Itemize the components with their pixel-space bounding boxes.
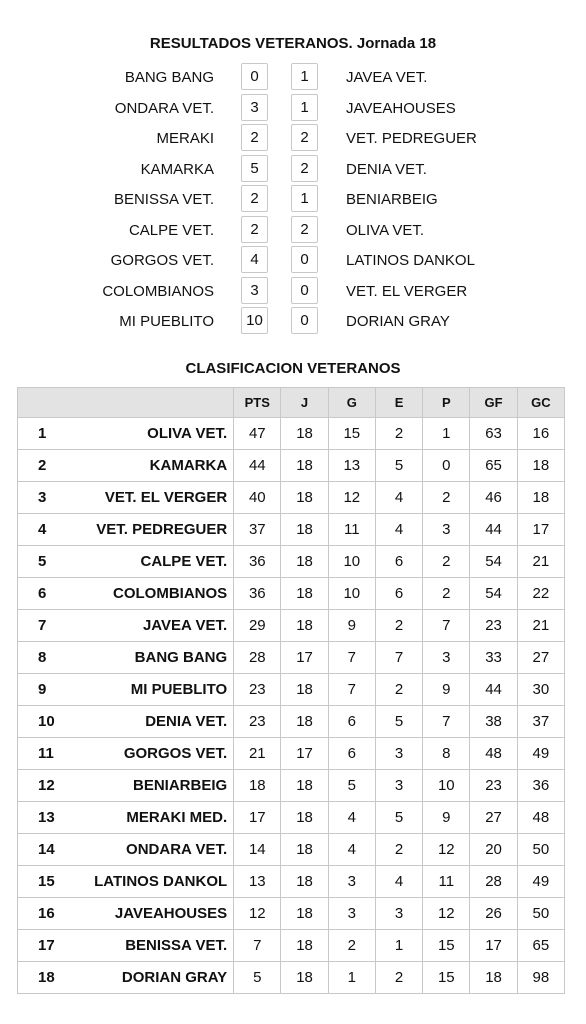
team-name: BANG BANG (68, 642, 234, 674)
stat-e: 4 (375, 514, 422, 546)
stat-g: 3 (328, 866, 375, 898)
stat-g: 12 (328, 482, 375, 514)
stat-pts: 40 (234, 482, 281, 514)
stat-gc: 16 (517, 418, 564, 450)
result-row (0, 124, 586, 154)
team-name: MI PUEBLITO (68, 674, 234, 706)
stat-gc: 21 (517, 546, 564, 578)
stat-gc: 22 (517, 578, 564, 610)
position: 15 (18, 866, 68, 898)
stat-g: 6 (328, 738, 375, 770)
stat-e: 4 (375, 482, 422, 514)
away-team: LATINOS DANKOL (346, 252, 475, 269)
stat-p: 7 (423, 706, 470, 738)
team-name: VET. EL VERGER (68, 482, 234, 514)
stat-e: 3 (375, 898, 422, 930)
header-blank (18, 388, 68, 418)
stat-e: 3 (375, 770, 422, 802)
standings-row (18, 642, 565, 674)
result-row (0, 216, 586, 246)
home-team: MI PUEBLITO (119, 313, 214, 330)
stat-p: 8 (423, 738, 470, 770)
stat-j: 18 (281, 514, 328, 546)
result-row (0, 155, 586, 185)
stat-j: 18 (281, 418, 328, 450)
home-team: BANG BANG (124, 69, 214, 86)
home-team: CALPE VET. (128, 221, 214, 239)
home-team: MERAKI (156, 130, 214, 147)
team-name: ONDARA VET. (68, 834, 234, 866)
away-team: BENIARBEIG (346, 191, 438, 208)
standings-row (18, 450, 565, 482)
result-row (0, 185, 586, 215)
home-team: COLOMBIANOS (102, 282, 214, 300)
stat-e: 5 (375, 706, 422, 738)
away-team: VET. EL VERGER (346, 282, 468, 300)
stat-gc: 50 (517, 898, 564, 930)
home-team: ONDARA VET. (114, 99, 214, 117)
stat-j: 18 (281, 706, 328, 738)
stat-g: 15 (328, 418, 375, 450)
standings-row (18, 930, 565, 962)
stat-p: 1 (423, 418, 470, 450)
stat-pts: 17 (234, 802, 281, 834)
stat-gf: 23 (470, 770, 517, 802)
standings-row (18, 674, 565, 706)
away-goals: 0 (291, 307, 318, 334)
team-name: KAMARKA (68, 450, 234, 482)
stat-e: 6 (375, 546, 422, 578)
stat-gf: 63 (470, 418, 517, 450)
stat-pts: 29 (234, 610, 281, 642)
home-team: GORGOS VET. (110, 252, 214, 269)
stat-j: 18 (281, 770, 328, 802)
standings-row (18, 514, 565, 546)
team-name: MERAKI MED. (68, 802, 234, 834)
away-goals: 1 (291, 94, 318, 121)
stat-gc: 98 (517, 962, 564, 994)
stat-e: 3 (375, 738, 422, 770)
stat-g: 9 (328, 610, 375, 642)
standings-row (18, 962, 565, 994)
standings-row (18, 706, 565, 738)
position: 7 (18, 610, 68, 642)
stat-gf: 27 (470, 802, 517, 834)
stat-g: 4 (328, 834, 375, 866)
stat-pts: 21 (234, 738, 281, 770)
position: 16 (18, 898, 68, 930)
home-goals: 3 (241, 94, 268, 121)
stat-p: 3 (423, 642, 470, 674)
team-name: BENIARBEIG (68, 770, 234, 802)
standings-row (18, 834, 565, 866)
stat-p: 12 (423, 834, 470, 866)
stat-gc: 49 (517, 866, 564, 898)
team-name: CALPE VET. (68, 546, 234, 578)
standings-row (18, 898, 565, 930)
stat-p: 10 (423, 770, 470, 802)
position: 8 (18, 642, 68, 674)
header-j: J (281, 388, 328, 418)
position: 18 (18, 962, 68, 994)
stat-j: 18 (281, 898, 328, 930)
stat-pts: 18 (234, 770, 281, 802)
stat-gf: 54 (470, 578, 517, 610)
stat-gf: 38 (470, 706, 517, 738)
position: 10 (18, 706, 68, 738)
header-p: P (423, 388, 470, 418)
stat-p: 9 (423, 802, 470, 834)
standings-row (18, 802, 565, 834)
standings-row (18, 866, 565, 898)
position: 11 (18, 738, 68, 770)
stat-pts: 36 (234, 546, 281, 578)
stat-e: 5 (375, 802, 422, 834)
standings-row (18, 738, 565, 770)
stat-g: 6 (328, 706, 375, 738)
stat-gf: 33 (470, 642, 517, 674)
stat-gf: 44 (470, 514, 517, 546)
standings-row (18, 546, 565, 578)
stat-j: 17 (281, 642, 328, 674)
stat-pts: 23 (234, 674, 281, 706)
stat-gf: 17 (470, 930, 517, 962)
team-name: VET. PEDREGUER (68, 514, 234, 546)
result-row (0, 94, 586, 124)
stat-gf: 28 (470, 866, 517, 898)
stat-pts: 7 (234, 930, 281, 962)
stat-pts: 13 (234, 866, 281, 898)
stat-g: 11 (328, 514, 375, 546)
away-goals: 2 (291, 216, 318, 243)
away-goals: 0 (291, 277, 318, 304)
stat-gc: 48 (517, 802, 564, 834)
stat-p: 15 (423, 930, 470, 962)
position: 14 (18, 834, 68, 866)
stat-p: 2 (423, 482, 470, 514)
standings-row (18, 770, 565, 802)
stat-j: 18 (281, 610, 328, 642)
standings-row (18, 418, 565, 450)
away-team: JAVEA VET. (346, 69, 428, 86)
stat-gf: 65 (470, 450, 517, 482)
away-goals: 1 (291, 63, 318, 90)
results-title: RESULTADOS VETERANOS. Jornada 18 (149, 35, 437, 52)
stat-e: 2 (375, 834, 422, 866)
home-team: BENISSA VET. (113, 191, 214, 208)
stat-gf: 23 (470, 610, 517, 642)
header-gf: GF (470, 388, 517, 418)
stat-p: 3 (423, 514, 470, 546)
stat-pts: 37 (234, 514, 281, 546)
stat-gc: 17 (517, 514, 564, 546)
header-g: G (328, 388, 375, 418)
stat-j: 18 (281, 802, 328, 834)
stat-gc: 27 (517, 642, 564, 674)
stat-p: 9 (423, 674, 470, 706)
stat-pts: 47 (234, 418, 281, 450)
away-team: JAVEAHOUSES (346, 99, 456, 117)
header-blank (68, 388, 234, 418)
standings-row (18, 482, 565, 514)
team-name: DENIA VET. (68, 706, 234, 738)
stat-p: 15 (423, 962, 470, 994)
stat-p: 2 (423, 578, 470, 610)
home-goals: 10 (241, 307, 268, 334)
standings-header-row (18, 388, 565, 418)
away-goals: 1 (291, 185, 318, 212)
position: 17 (18, 930, 68, 962)
result-row (0, 246, 586, 276)
team-name: JAVEAHOUSES (68, 898, 234, 930)
team-name: GORGOS VET. (68, 738, 234, 770)
stat-j: 18 (281, 578, 328, 610)
team-name: LATINOS DANKOL (68, 866, 234, 898)
stat-g: 13 (328, 450, 375, 482)
stat-j: 18 (281, 450, 328, 482)
standings-table (17, 387, 565, 994)
stat-pts: 5 (234, 962, 281, 994)
stat-pts: 44 (234, 450, 281, 482)
stat-gc: 30 (517, 674, 564, 706)
stat-g: 7 (328, 674, 375, 706)
position: 2 (18, 450, 68, 482)
stat-pts: 12 (234, 898, 281, 930)
result-row (0, 277, 586, 307)
stat-j: 18 (281, 834, 328, 866)
stat-pts: 36 (234, 578, 281, 610)
stat-p: 2 (423, 546, 470, 578)
stat-gc: 37 (517, 706, 564, 738)
home-goals: 2 (241, 216, 268, 243)
stat-e: 7 (375, 642, 422, 674)
away-team: OLIVA VET. (346, 221, 425, 239)
team-name: DORIAN GRAY (68, 962, 234, 994)
position: 9 (18, 674, 68, 706)
position: 5 (18, 546, 68, 578)
stat-p: 0 (423, 450, 470, 482)
away-goals: 2 (291, 124, 318, 151)
stat-pts: 23 (234, 706, 281, 738)
stat-j: 17 (281, 738, 328, 770)
home-goals: 3 (241, 277, 268, 304)
stat-j: 18 (281, 962, 328, 994)
stat-g: 1 (328, 962, 375, 994)
stat-gc: 18 (517, 482, 564, 514)
stat-e: 4 (375, 866, 422, 898)
stat-g: 2 (328, 930, 375, 962)
stat-gc: 49 (517, 738, 564, 770)
stat-g: 3 (328, 898, 375, 930)
home-goals: 4 (241, 246, 268, 273)
stat-e: 1 (375, 930, 422, 962)
stat-e: 6 (375, 578, 422, 610)
stat-e: 2 (375, 418, 422, 450)
stat-e: 2 (375, 610, 422, 642)
stat-e: 2 (375, 674, 422, 706)
team-name: JAVEA VET. (68, 610, 234, 642)
home-goals: 5 (241, 155, 268, 182)
home-team: KAMARKA (140, 160, 214, 178)
home-goals: 2 (241, 124, 268, 151)
stat-e: 2 (375, 962, 422, 994)
standings-row (18, 578, 565, 610)
away-team: DORIAN GRAY (346, 313, 450, 330)
stat-gf: 20 (470, 834, 517, 866)
stat-gc: 36 (517, 770, 564, 802)
team-name: COLOMBIANOS (68, 578, 234, 610)
stat-p: 7 (423, 610, 470, 642)
away-goals: 0 (291, 246, 318, 273)
stat-j: 18 (281, 866, 328, 898)
header-e: E (375, 388, 422, 418)
position: 1 (18, 418, 68, 450)
header-pts: PTS (234, 388, 281, 418)
header-gc: GC (517, 388, 564, 418)
stat-pts: 14 (234, 834, 281, 866)
away-team: DENIA VET. (346, 160, 427, 178)
result-row (0, 307, 586, 337)
stat-pts: 28 (234, 642, 281, 674)
position: 4 (18, 514, 68, 546)
stat-gf: 18 (470, 962, 517, 994)
stat-p: 12 (423, 898, 470, 930)
stat-gc: 18 (517, 450, 564, 482)
stat-j: 18 (281, 674, 328, 706)
stat-g: 5 (328, 770, 375, 802)
position: 12 (18, 770, 68, 802)
stat-g: 10 (328, 578, 375, 610)
stat-gc: 21 (517, 610, 564, 642)
stat-p: 11 (423, 866, 470, 898)
standings-title: CLASIFICACION VETERANOS (185, 360, 401, 377)
stat-j: 18 (281, 482, 328, 514)
stat-gf: 44 (470, 674, 517, 706)
stat-g: 7 (328, 642, 375, 674)
result-row (0, 63, 586, 93)
home-goals: 2 (241, 185, 268, 212)
home-goals: 0 (241, 63, 268, 90)
stat-gf: 48 (470, 738, 517, 770)
stat-g: 4 (328, 802, 375, 834)
stat-gc: 65 (517, 930, 564, 962)
away-goals: 2 (291, 155, 318, 182)
standings-row (18, 610, 565, 642)
position: 13 (18, 802, 68, 834)
stat-g: 10 (328, 546, 375, 578)
position: 3 (18, 482, 68, 514)
stat-gf: 54 (470, 546, 517, 578)
team-name: BENISSA VET. (68, 930, 234, 962)
stat-j: 18 (281, 930, 328, 962)
away-team: VET. PEDREGUER (346, 130, 477, 147)
stat-j: 18 (281, 546, 328, 578)
stat-gc: 50 (517, 834, 564, 866)
position: 6 (18, 578, 68, 610)
stat-gf: 26 (470, 898, 517, 930)
stat-e: 5 (375, 450, 422, 482)
stat-gf: 46 (470, 482, 517, 514)
team-name: OLIVA VET. (68, 418, 234, 450)
